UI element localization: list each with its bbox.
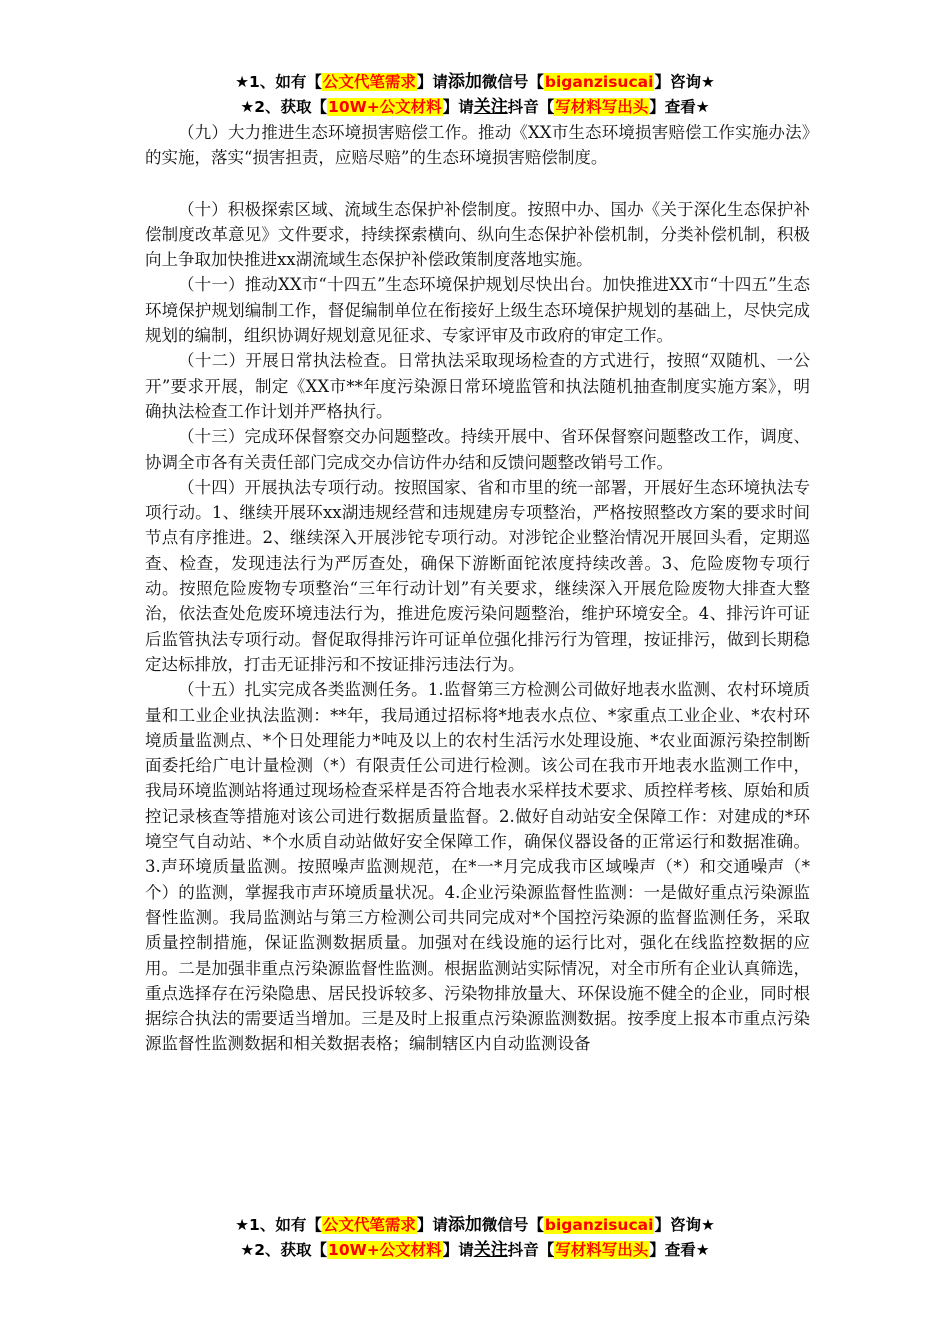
paragraph: （九）大力推进生态环境损害赔偿工作。推动《XX市生态环境损害赔偿工作实施办法》的实施，落实“损害担责，应赔尽赔”的生态环境损害赔偿制度。: [145, 123, 810, 168]
ad-text: 】请: [442, 1241, 474, 1259]
ad-text: 】请: [442, 98, 474, 116]
ad-line-2: [0, 95, 950, 120]
ad-text: ★2、获取【: [240, 98, 328, 116]
ad-line-1: [0, 70, 950, 95]
paragraph: （十二）开展日常执法检查。日常执法采取现场检查的方式进行，按照“双随机、一公开”要求开展，制定《XX市**年度污染源日常环境监管和执法随机抽查制度实施方案》，明确执法检查工作计划并严格执行。: [145, 351, 810, 421]
paragraph: （十四）开展执法专项行动。按照国家、省和市里的统一部署，开展好生态环境执法专项行动。1、继续开展环xx湖违规经营和违规建房专项整治，严格按照整改方案的要求时间节点有序推进。2、继续深入开展涉铊专项行动。对涉铊企业整治情况开展回头看，定期巡查、检查，发现违法行为严厉查处，确保下游断面铊浓度持续改善。3、危险废物专项行动。按照危险废物专项整治“三年行动计划”有关要求，继续深入开展危险废物大排查大整治，依法查处危废环境违法行为，推进危废污染问题整治，维护环境安全。4、排污许可证后监管执法专项行动。督促取得排污许可证单位强化排污行为管理，按证排污，做到长期稳定达标排放，打击无证排污和不按证排污违法行为。: [145, 477, 810, 674]
ad-highlight: biganzisucai: [544, 73, 654, 91]
footer-ad-banner: [0, 1213, 950, 1263]
ad-text: 微信号【: [481, 1216, 544, 1234]
ad-text: 】查看★: [649, 98, 710, 116]
ad-emphasis: 添加: [447, 1215, 482, 1235]
ad-highlight: 写材料写出头: [555, 1241, 649, 1259]
ad-line-1: [0, 1213, 950, 1238]
ad-text: 】查看★: [649, 1241, 710, 1259]
ad-text: 微信号【: [481, 73, 544, 91]
ad-text: 】咨询★: [654, 1216, 715, 1234]
ad-emphasis: 添加: [447, 72, 482, 92]
ad-emphasis: 关注: [473, 1240, 508, 1260]
ad-text: 抖音【: [507, 98, 555, 116]
ad-emphasis: 关注: [473, 97, 508, 117]
document-body: [145, 120, 810, 1057]
paragraph: （十五）扎实完成各类监测任务。1.监督第三方检测公司做好地表水监测、农村环境质量和工业企业执法监测：**年，我局通过招标将*地表水点位、*家重点工业企业、*农村环境质量监测点、*个日处理能力*吨及以上的农村生活污水处理设施、*农业面源污染控制断面委托给广电计量检测（*）有限责任公司进行检测。该公司在我市开地表水监测工作中，我局环境监测站将通过现场检查采样是否符合地表水采样技术要求、质控样考核、原始和质控记录核查等措施对该公司进行数据质量监督。2.做好自动站安全保障工作：对建成的*环境空气自动站、*个水质自动站做好安全保障工作，确保仪器设备的正常运行和数据准确。3.声环境质量监测。按照噪声监测规范，在*一*月完成我市区域噪声（*）和交通噪声（*个）的监测，掌握我市声环境质量状况。4.企业污染源监督性监测：一是做好重点污染源监督性监测。我局监测站与第三方检测公司共同完成对*个国控污染源的监督监测任务，采取质量控制措施，保证监测数据质量。加强对在线设施的运行比对，强化在线监控数据的应用。二是加强非重点污染源监督性监测。根据监测站实际情况，对全市所有企业认真筛选，重点选择存在污染隐患、居民投诉较多、污染物排放量大、环保设施不健全的企业，同时根据综合执法的需要适当增加。三是及时上报重点污染源监测数据。按季度上报本市重点污染源监督性监测数据和相关数据表格；编制辖区内自动监测设备: [145, 680, 810, 1054]
ad-text: 抖音【: [507, 1241, 555, 1259]
ad-text: ★1、如有【: [235, 73, 322, 91]
ad-highlight: 公文代笔需求: [322, 73, 416, 91]
ad-text: ★2、获取【: [240, 1241, 328, 1259]
ad-highlight: 10W+公文材料: [328, 98, 442, 116]
ad-highlight: 10W+公文材料: [328, 1241, 442, 1259]
ad-text: 】咨询★: [654, 73, 715, 91]
ad-line-2: [0, 1238, 950, 1263]
ad-text: 】请: [416, 73, 448, 91]
paragraph: （十三）完成环保督察交办问题整改。持续开展中、省环保督察问题整改工作，调度、协调全市各有关责任部门完成交办信访件办结和反馈问题整改销号工作。: [145, 427, 810, 472]
ad-text: ★1、如有【: [235, 1216, 322, 1234]
ad-highlight: 公文代笔需求: [322, 1216, 416, 1234]
ad-highlight: 写材料写出头: [555, 98, 649, 116]
paragraph: （十一）推动XX市“十四五”生态环境保护规划尽快出台。加快推进XX市“十四五”生态环境保护规划编制工作，督促编制单位在衔接好上级生态环境保护规划的基础上，尽快完成规划的编制，组织协调好规划意见征求、专家评审及市政府的审定工作。: [145, 275, 810, 346]
header-ad-banner: [0, 70, 950, 120]
ad-text: 】请: [416, 1216, 448, 1234]
paragraph: （十）积极探索区域、流域生态保护补偿制度。按照中办、国办《关于深化生态保护补偿制度改革意见》文件要求，持续探索横向、纵向生态保护补偿机制，分类补偿机制，积极向上争取加快推进xx湖流域生态保护补偿政策制度落地实施。: [145, 199, 810, 270]
ad-highlight: biganzisucai: [544, 1216, 654, 1234]
